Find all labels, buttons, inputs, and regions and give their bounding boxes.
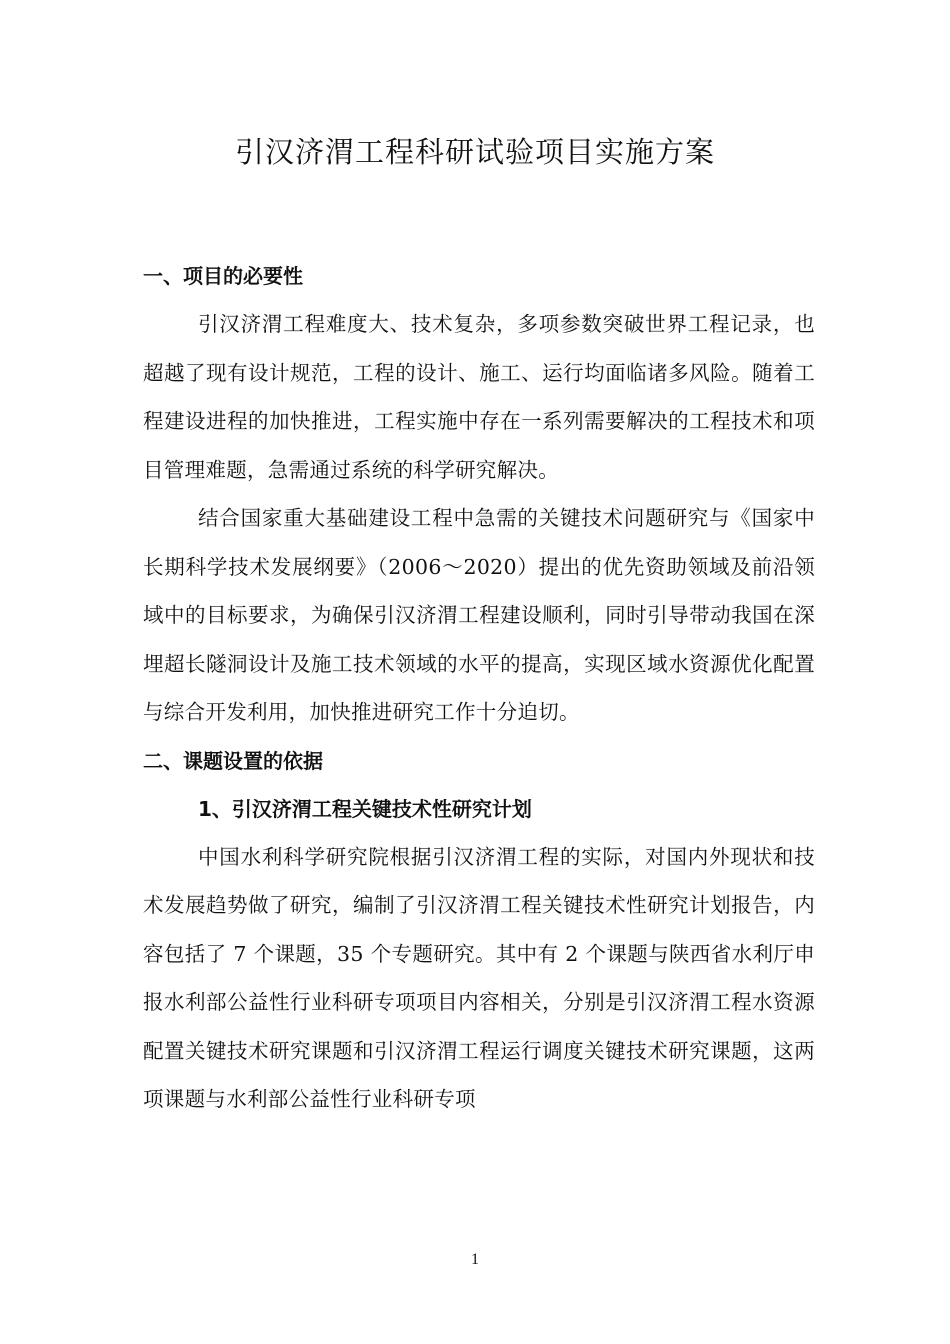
paragraph: 结合国家重大基础建设工程中急需的关键技术问题研究与《国家中长期科学技术发展纲要》（2006～2020）提出的优先资助领域及前沿领域中的目标要求，为确保引汉济渭工程建设顺利，同时引导带动我国在深埋超长隧洞设计及施工技术领域的水平的提高，实现区域水资源优化配置与综合开发利用，加快推进研究工作十分迫切。 (143, 506, 815, 724)
subsection-heading: 1、引汉济渭工程关键技术性研究计划 (198, 796, 532, 821)
page-number: 1 (471, 1251, 479, 1268)
document-title: 引汉济渭工程科研试验项目实施方案 (234, 135, 715, 169)
section-heading-basis: 二、课题设置的依据 (143, 748, 323, 773)
document-body (143, 252, 815, 1124)
section-heading-necessity: 一、项目的必要性 (143, 264, 303, 288)
paragraph: 引汉济渭工程难度大、技术复杂，多项参数突破世界工程记录，也超越了现有设计规范，工程的设计、施工、运行均面临诸多风险。随着工程建设进程的加快推进，工程实施中存在一系列需要解决的工程技术和项目管理难题，急需通过系统的科学研究解决。 (143, 312, 815, 482)
paragraph: 中国水利科学研究院根据引汉济渭工程的实际，对国内外现状和技术发展趋势做了研究，编制了引汉济渭工程关键技术性研究计划报告，内容包括了 7 个课题，35 个专题研究。其中有 2 个课题与陕西省水利厅申报水利部公益性行业科研专项项目内容相关，分别是引汉济渭工程水资源配置关键技术研究课题和引汉济渭工程运行调度关键技术研究课题，这两项课题与水利部公益性行业科研专项 (143, 844, 815, 1111)
